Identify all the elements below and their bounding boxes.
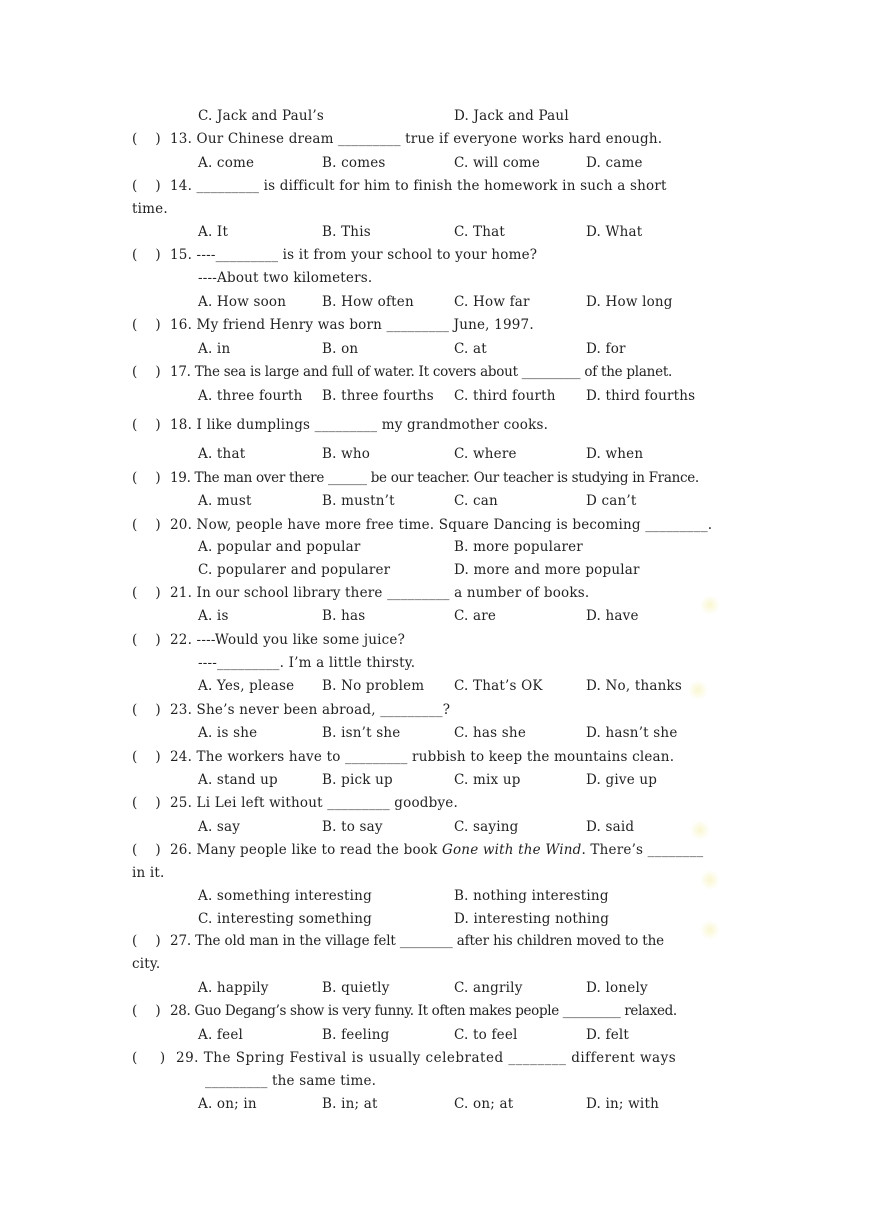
q12-option-c: C. Jack and Paul’s	[198, 108, 324, 124]
question-29-stem: 29. The Spring Festival is usually celebrated ________ different ways	[176, 1050, 677, 1066]
q13-option-c: C. will come	[454, 155, 541, 171]
q24-option-b: B. pick up	[322, 772, 393, 788]
answer-blank[interactable]: ( )	[132, 1003, 161, 1019]
q17-option-a: A. three fourth	[198, 388, 303, 404]
answer-blank[interactable]: ( )	[132, 632, 161, 648]
answer-blank[interactable]: ( )	[132, 317, 161, 333]
book-title: Gone with the Wind	[441, 842, 582, 858]
question-22-stem: 22. ----Would you like some juice?	[170, 632, 406, 648]
answer-blank[interactable]: ( )	[132, 585, 161, 601]
q13-option-d: D. came	[586, 155, 643, 171]
q15-option-a: A. How soon	[198, 294, 287, 310]
q25-option-d: D. said	[586, 819, 635, 835]
question-15-stem: 15. ----_________ is it from your school to your home?	[170, 247, 538, 263]
question-14-continuation: time.	[132, 201, 168, 217]
q19-option-c: C. can	[454, 493, 498, 509]
q12-option-d: D. Jack and Paul	[454, 108, 569, 124]
q16-option-c: C. at	[454, 341, 487, 357]
q23-option-c: C. has she	[454, 725, 527, 741]
q16-option-a: A. in	[198, 341, 231, 357]
question-26-continuation: in it.	[132, 865, 165, 881]
q26-option-d: D. interesting nothing	[454, 911, 610, 927]
q14-option-a: A. It	[198, 224, 229, 240]
q29-option-a: A. on; in	[198, 1096, 257, 1112]
question-28-stem: 28. Guo Degang’s show is very funny. It often makes people _________ relaxed.	[170, 1003, 677, 1019]
question-16-stem: 16. My friend Henry was born _________ June, 1997.	[170, 317, 534, 333]
question-14-stem: 14. _________ is difficult for him to finish the homework in such a short	[170, 178, 667, 194]
q22-option-b: B. No problem	[322, 678, 425, 694]
answer-blank[interactable]: ( )	[132, 749, 161, 765]
q18-option-d: D. when	[586, 446, 644, 462]
q28-option-d: D. felt	[586, 1027, 630, 1043]
answer-blank[interactable]: ( )	[132, 517, 161, 533]
question-26-stem-start: 26. Many people like to read the book	[170, 842, 442, 858]
q17-option-c: C. third fourth	[454, 388, 556, 404]
question-24-stem: 24. The workers have to _________ rubbish to keep the mountains clean.	[170, 749, 675, 765]
answer-blank[interactable]: ( )	[132, 933, 161, 949]
q15-option-d: D. How long	[586, 294, 673, 310]
q23-option-d: D. hasn’t she	[586, 725, 678, 741]
q29-option-d: D. in; with	[586, 1096, 659, 1112]
question-26-stem	[170, 841, 703, 859]
q13-option-a: A. come	[198, 155, 255, 171]
q21-option-c: C. are	[454, 608, 497, 624]
background-speck	[688, 680, 708, 700]
q17-option-b: B. three fourths	[322, 388, 434, 404]
answer-blank[interactable]: ( )	[132, 417, 161, 433]
background-speck	[700, 595, 720, 615]
q21-option-d: D. have	[586, 608, 639, 624]
answer-blank[interactable]: ( )	[132, 795, 161, 811]
q25-option-a: A. say	[198, 819, 241, 835]
question-20-stem: 20. Now, people have more free time. Square Dancing is becoming _________.	[170, 517, 713, 533]
q29-option-c: C. on; at	[454, 1096, 514, 1112]
q25-option-b: B. to say	[322, 819, 383, 835]
q20-option-c: C. popularer and popularer	[198, 562, 391, 578]
q23-option-a: A. is she	[198, 725, 258, 741]
question-13-stem: 13. Our Chinese dream _________ true if everyone works hard enough.	[170, 131, 663, 147]
q20-option-a: A. popular and popular	[198, 539, 361, 555]
question-17-stem: 17. The sea is large and full of water. It covers about _________ of the planet.	[170, 364, 673, 380]
q27-option-c: C. angrily	[454, 980, 523, 996]
q18-option-b: B. who	[322, 446, 371, 462]
answer-blank[interactable]: ( )	[132, 247, 161, 263]
q19-option-b: B. mustn’t	[322, 493, 395, 509]
question-27-continuation: city.	[132, 956, 161, 972]
q28-option-a: A. feel	[198, 1027, 244, 1043]
question-19-stem: 19. The man over there ______ be our teacher. Our teacher is studying in France.	[170, 470, 699, 486]
q24-option-d: D. give up	[586, 772, 658, 788]
q26-option-b: B. nothing interesting	[454, 888, 609, 904]
q26-option-a: A. something interesting	[198, 888, 372, 904]
q26-option-c: C. interesting something	[198, 911, 373, 927]
q28-option-c: C. to feel	[454, 1027, 518, 1043]
background-speck	[690, 820, 710, 840]
q17-option-d: D. third fourths	[586, 388, 696, 404]
q20-option-d: D. more and more popular	[454, 562, 640, 578]
answer-blank[interactable]: ( )	[132, 702, 161, 718]
background-speck	[700, 870, 720, 890]
q20-option-b: B. more popularer	[454, 539, 583, 555]
q14-option-b: B. This	[322, 224, 371, 240]
question-25-stem: 25. Li Lei left without _________ goodbye.	[170, 795, 458, 811]
question-18-stem: 18. I like dumplings _________ my grandmother cooks.	[170, 417, 549, 433]
q27-option-d: D. lonely	[586, 980, 648, 996]
question-22-reply: ----_________. I’m a little thirsty.	[198, 655, 416, 671]
question-29-continuation: _________ the same time.	[205, 1073, 377, 1089]
q28-option-b: B. feeling	[322, 1027, 390, 1043]
background-speck	[700, 920, 720, 940]
q16-option-d: D. for	[586, 341, 626, 357]
q19-option-a: A. must	[198, 493, 252, 509]
question-15-reply: ----About two kilometers.	[198, 270, 373, 286]
q14-option-c: C. That	[454, 224, 506, 240]
q19-option-d: D can’t	[586, 493, 637, 509]
question-21-stem: 21. In our school library there _________ a number of books.	[170, 585, 590, 601]
answer-blank[interactable]: ( )	[132, 131, 161, 147]
answer-blank[interactable]: ( )	[132, 842, 161, 858]
q21-option-a: A. is	[198, 608, 229, 624]
answer-blank[interactable]: ( )	[132, 470, 161, 486]
q22-option-c: C. That’s OK	[454, 678, 543, 694]
q14-option-d: D. What	[586, 224, 643, 240]
answer-blank[interactable]: ( )	[132, 178, 161, 194]
question-27-stem: 27. The old man in the village felt ________ after his children moved to the	[170, 933, 664, 949]
q18-option-c: C. where	[454, 446, 517, 462]
q27-option-a: A. happily	[198, 980, 269, 996]
q23-option-b: B. isn’t she	[322, 725, 401, 741]
q18-option-a: A. that	[198, 446, 246, 462]
q27-option-b: B. quietly	[322, 980, 390, 996]
q25-option-c: C. saying	[454, 819, 519, 835]
q15-option-c: C. How far	[454, 294, 530, 310]
answer-blank[interactable]: ( )	[132, 1050, 166, 1066]
q29-option-b: B. in; at	[322, 1096, 378, 1112]
q15-option-b: B. How often	[322, 294, 414, 310]
question-26-stem-end: . There’s ________	[581, 842, 704, 858]
q22-option-d: D. No, thanks	[586, 678, 683, 694]
q21-option-b: B. has	[322, 608, 366, 624]
q13-option-b: B. comes	[322, 155, 386, 171]
q24-option-a: A. stand up	[198, 772, 278, 788]
question-23-stem: 23. She’s never been abroad, _________?	[170, 702, 451, 718]
q24-option-c: C. mix up	[454, 772, 521, 788]
answer-blank[interactable]: ( )	[132, 364, 161, 380]
q16-option-b: B. on	[322, 341, 359, 357]
q22-option-a: A. Yes, please	[198, 678, 295, 694]
